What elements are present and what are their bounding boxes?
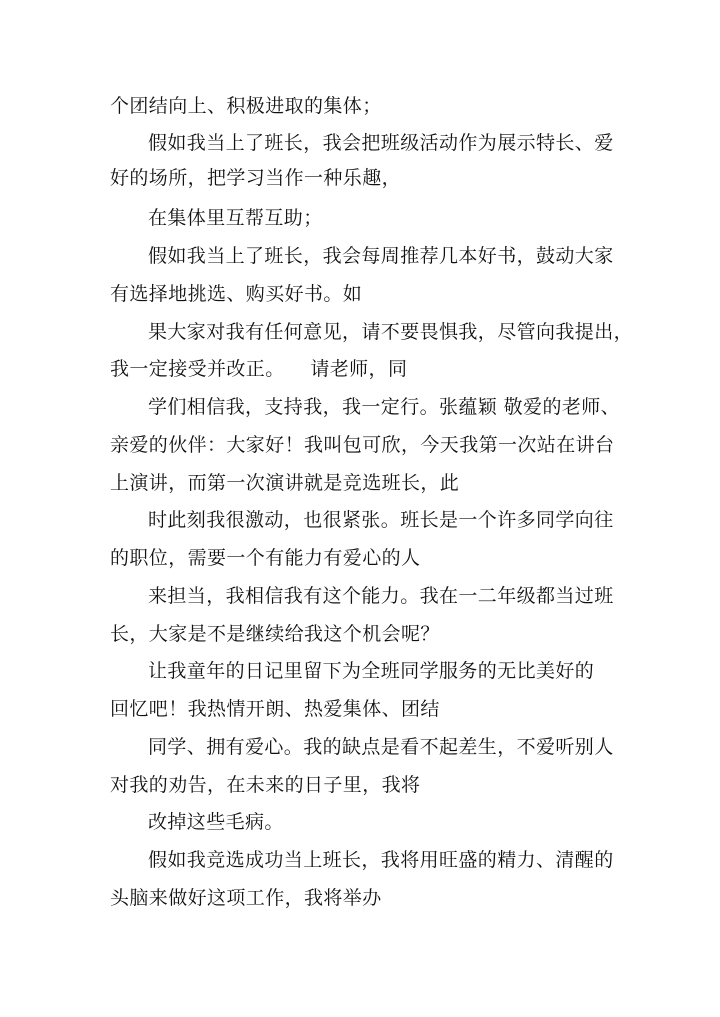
text-line: 让我童年的日记里留下为全班同学服务的无比美好的: [148, 660, 595, 682]
text-line: 长，大家是不是继续给我这个机会呢？: [110, 623, 440, 645]
text-line: 果大家对我有任何意见，请不要畏惧我，尽管向我提出，: [148, 321, 634, 343]
text-line: 来担当，我相信我有这个能力。我在一二年级都当过班: [148, 585, 614, 607]
text-line: 在集体里互帮互助；: [148, 207, 323, 229]
text-line: 头脑来做好这项工作，我将举办: [110, 887, 382, 909]
text-line: 上演讲，而第一次演讲就是竞选班长，此: [110, 472, 460, 494]
text-line: 亲爱的伙伴：大家好！我叫包可欣，今天我第一次站在讲台: [110, 434, 615, 456]
text-line: 同学、拥有爱心。我的缺点是看不起差生，不爱听别人: [148, 736, 614, 758]
text-line: 学们相信我，支持我，我一定行。张蕴颖 敬爱的老师、: [148, 396, 621, 418]
text-line: 假如我当上了班长，我会每周推荐几本好书，鼓动大家: [148, 245, 614, 267]
text-line: 对我的劝告，在未来的日子里，我将: [110, 774, 421, 796]
text-line: 时此刻我很激动，也很紧张。班长是一个许多同学向往: [148, 509, 614, 531]
text-line: 改掉这些毛病。: [148, 811, 284, 833]
text-line: 回忆吧！我热情开朗、热爱集体、团结: [110, 698, 440, 720]
text-line: 我一定接受并改正。 请老师，同: [110, 358, 408, 380]
text-line: 假如我竞选成功当上班长，我将用旺盛的精力、清醒的: [148, 849, 614, 871]
text-line: 有选择地挑选、购买好书。如: [110, 283, 363, 305]
text-line: 个团结向上、积极进取的集体；: [110, 95, 382, 117]
text-line: 好的场所，把学习当作一种乐趣，: [110, 167, 402, 189]
text-line: 的职位，需要一个有能力有爱心的人: [110, 547, 421, 569]
text-line: 假如我当上了班长，我会把班级活动作为展示特长、爱: [148, 132, 614, 154]
